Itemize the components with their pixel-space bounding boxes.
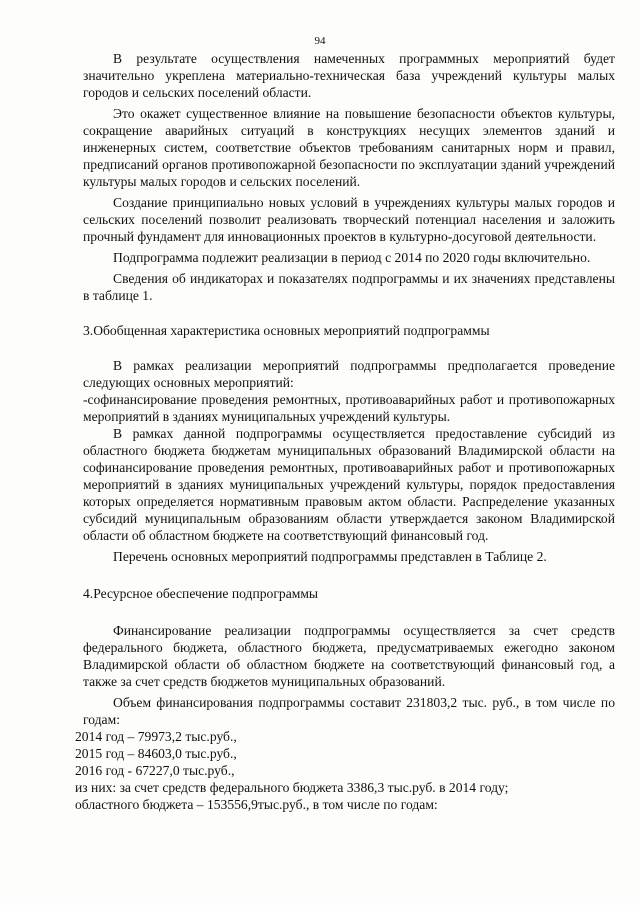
paragraph-results: В результате осуществления намеченных программных мероприятий будет значительно укреплена материально-техническая база учреждений культуры малых городов и сельских поселений области. xyxy=(83,51,615,100)
paragraph-subsidies: В рамках данной подпрограммы осуществляется предоставление субсидий из областного бюджета бюджетам муниципальных образований Владимирской области на софинансирование проведения ремонтных, противоаварийных работ и противопожарных мероприятий в зданиях муниципальных учреждений культуры, порядок предоставления которых определяется нормативным правовым актом области. Распределение указанных субсидий муниципальным образованиям области утверждается законом Владимирской области об областном бюджете на соответствующий финансовый год. xyxy=(83,426,615,543)
paragraph-conditions: Создание принципиально новых условий в учреждениях культуры малых городов и сельских поселений позволит реализовать творческий потенциал населения и заложить прочный фундамент для инновационных проектов в культурно-досуговой деятельности. xyxy=(83,195,615,244)
paragraph-cofinancing: -софинансирование проведения ремонтных, противоаварийных работ и противопожарных мероприятий в зданиях муниципальных учреждений культуры. xyxy=(83,392,615,424)
funding-line-regional: областного бюджета – 153556,9тыс.руб., в том числе по годам: xyxy=(75,797,438,812)
document-body xyxy=(75,50,615,813)
page-number: 94 xyxy=(314,35,326,47)
paragraph-indicators: Сведения об индикаторах и показателях подпрограммы и их значениях представлены в таблице 1. xyxy=(83,271,615,303)
section-heading-3: 3.Обобщенная характеристика основных мероприятий подпрограммы xyxy=(83,323,490,338)
funding-line-2015: 2015 год – 84603,0 тыс.руб., xyxy=(75,746,237,761)
funding-line-federal: из них: за счет средств федерального бюджета 3386,3 тыс.руб. в 2014 году; xyxy=(75,780,509,795)
paragraph-volume: Объем финансирования подпрограммы составит 231803,2 тыс. руб., в том числе по годам: xyxy=(83,695,615,727)
paragraph-financing: Финансирование реализации подпрограммы осуществляется за счет средств федерального бюджета, областного бюджета, предусматриваемых ежегодно законом Владимирской области об областном бюджете на соответствующий финансовый год, а также за счет средств бюджетов муниципальных образований. xyxy=(83,623,615,689)
paragraph-impact: Это окажет существенное влияние на повышение безопасности объектов культуры, сокращение аварийных ситуаций в конструкциях несущих элементов зданий и инженерных систем, соответствие объектов требованиям санитарных норм и правил, предписаний органов противопожарной безопасности по эксплуатации зданий учреждений культуры малых городов и сельских поселений. xyxy=(83,106,615,189)
funding-line-2014: 2014 год – 79973,2 тыс.руб., xyxy=(75,729,237,744)
paragraph-period: Подпрограмма подлежит реализации в период с 2014 по 2020 годы включительно. xyxy=(113,250,591,265)
section-heading-4: 4.Ресурсное обеспечение подпрограммы xyxy=(83,586,319,601)
funding-line-2016: 2016 год - 67227,0 тыс.руб., xyxy=(75,763,235,778)
paragraph-measures-intro: В рамках реализации мероприятий подпрограммы предполагается проведение следующих основных мероприятий: xyxy=(83,358,615,390)
paragraph-measures-list: Перечень основных мероприятий подпрограммы представлен в Таблице 2. xyxy=(113,549,547,564)
